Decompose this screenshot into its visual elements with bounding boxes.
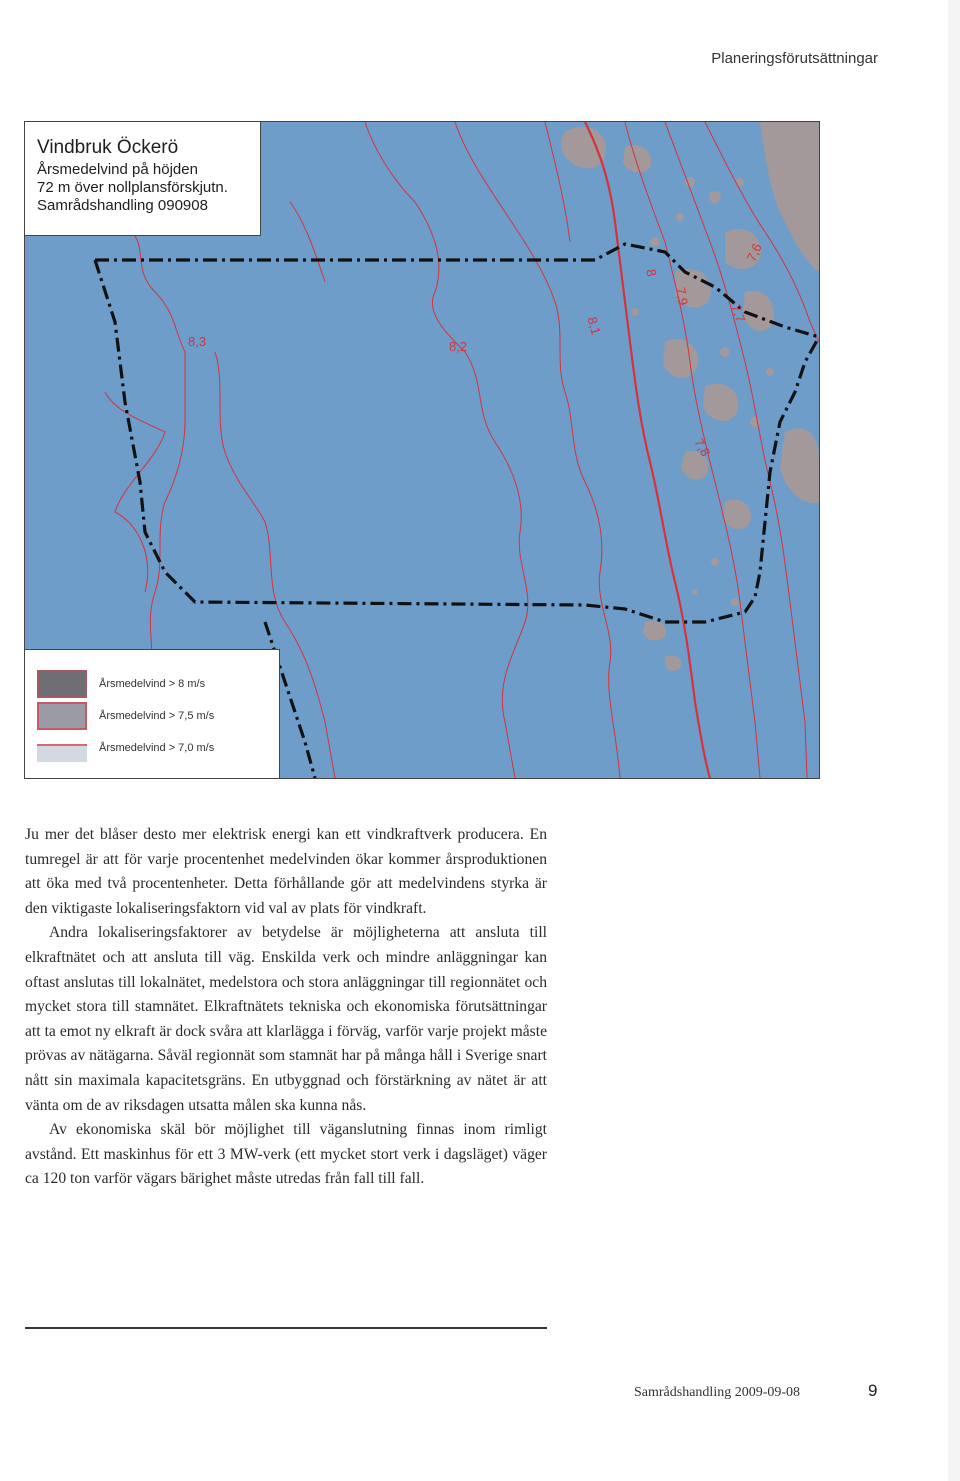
contour-label-7-7: 7,7 bbox=[728, 302, 749, 325]
legend-label-7-5: Årsmedelvind > 7,5 m/s bbox=[99, 710, 215, 722]
contour-label-7-8: 7,8 bbox=[691, 435, 714, 459]
legend-swatch-8 bbox=[37, 670, 87, 698]
paragraph-1: Ju mer det blåser desto mer elektrisk energi kan ett vindkraftverk producera. En tumregel är att för varje procentenhet medelvinden ökar kommer årsproduktionen att öka med två procentenheter. Detta förhållande gör att medelvindens styrka är den viktigaste lokaliseringsfaktorn vid val av plats för vindkraft. bbox=[25, 826, 547, 917]
paragraph-3: Av ekonomiska skäl bör möjlighet till väganslutning finnas inom rimligt avstånd. Ett maskinhus för ett 3 MW-verk (ett mycket stort verk i dagsläget) väger ca 120 ton varför vägars bärighet måste utredas från fall till fall. bbox=[25, 1121, 547, 1188]
map-title: Vindbruk Öckerö bbox=[37, 137, 179, 158]
legend-swatch-7-0 bbox=[37, 744, 87, 762]
contour-label-7-9: 7,9 bbox=[673, 286, 691, 307]
legend-item-7-0 bbox=[37, 734, 273, 762]
page-edge bbox=[948, 0, 960, 1481]
legend-label-8: Årsmedelvind > 8 m/s bbox=[99, 678, 206, 690]
footer-label: Samrådshandling 2009-09-08 bbox=[634, 1385, 801, 1400]
map-subtitle-line-2: 72 m över nollplansförskjutn. bbox=[37, 179, 228, 196]
wind-map bbox=[24, 121, 820, 779]
page-header: Planeringsförutsättningar bbox=[711, 50, 878, 67]
footer-rule bbox=[25, 1327, 547, 1329]
legend-label-7-0: Årsmedelvind > 7,0 m/s bbox=[99, 742, 215, 754]
contour-label-7-6: 7,6 bbox=[743, 240, 765, 264]
page-number: 9 bbox=[868, 1381, 878, 1400]
legend-item-7-5 bbox=[37, 702, 273, 730]
legend-item-8 bbox=[37, 670, 273, 698]
contour-label-8-2: 8,2 bbox=[449, 339, 468, 354]
map-subtitle-line-1: Årsmedelvind på höjden bbox=[37, 161, 198, 178]
contour-label-8-3: 8,3 bbox=[188, 334, 207, 349]
map-title-box bbox=[25, 122, 261, 236]
body-text bbox=[25, 823, 547, 1192]
contour-label-8: 8 bbox=[643, 267, 660, 278]
map-subtitle-line-3: Samrådshandling 090908 bbox=[37, 197, 208, 214]
paragraph-2: Andra lokaliseringsfaktorer av betydelse är möjligheterna att ansluta till elkraftnätet och att ansluta till väg. Enskilda verk och mindre anläggningar kan oftast anslutas till lokalnätet, medelstora och stora anläggningar till regionnätet och mycket stora till stamnätet. Elkraftnätets tekniska och ekonomiska förutsättningar att ta emot ny elkraft är dock svåra att klarlägga i förväg, varför varje projekt måste prövas av nätägarna. Såväl regionnät som stamnät har på många håll i Sverige snart nått sin maximala kapacitetsgräns. En utbyggnad och förstärkning av nätet är att vänta om de av riksdagen utsatta målen ska kunna nås. bbox=[25, 924, 547, 1114]
contour-label-8-1: 8,1 bbox=[584, 315, 604, 337]
map-legend bbox=[25, 649, 280, 779]
legend-swatch-7-5 bbox=[37, 702, 87, 730]
